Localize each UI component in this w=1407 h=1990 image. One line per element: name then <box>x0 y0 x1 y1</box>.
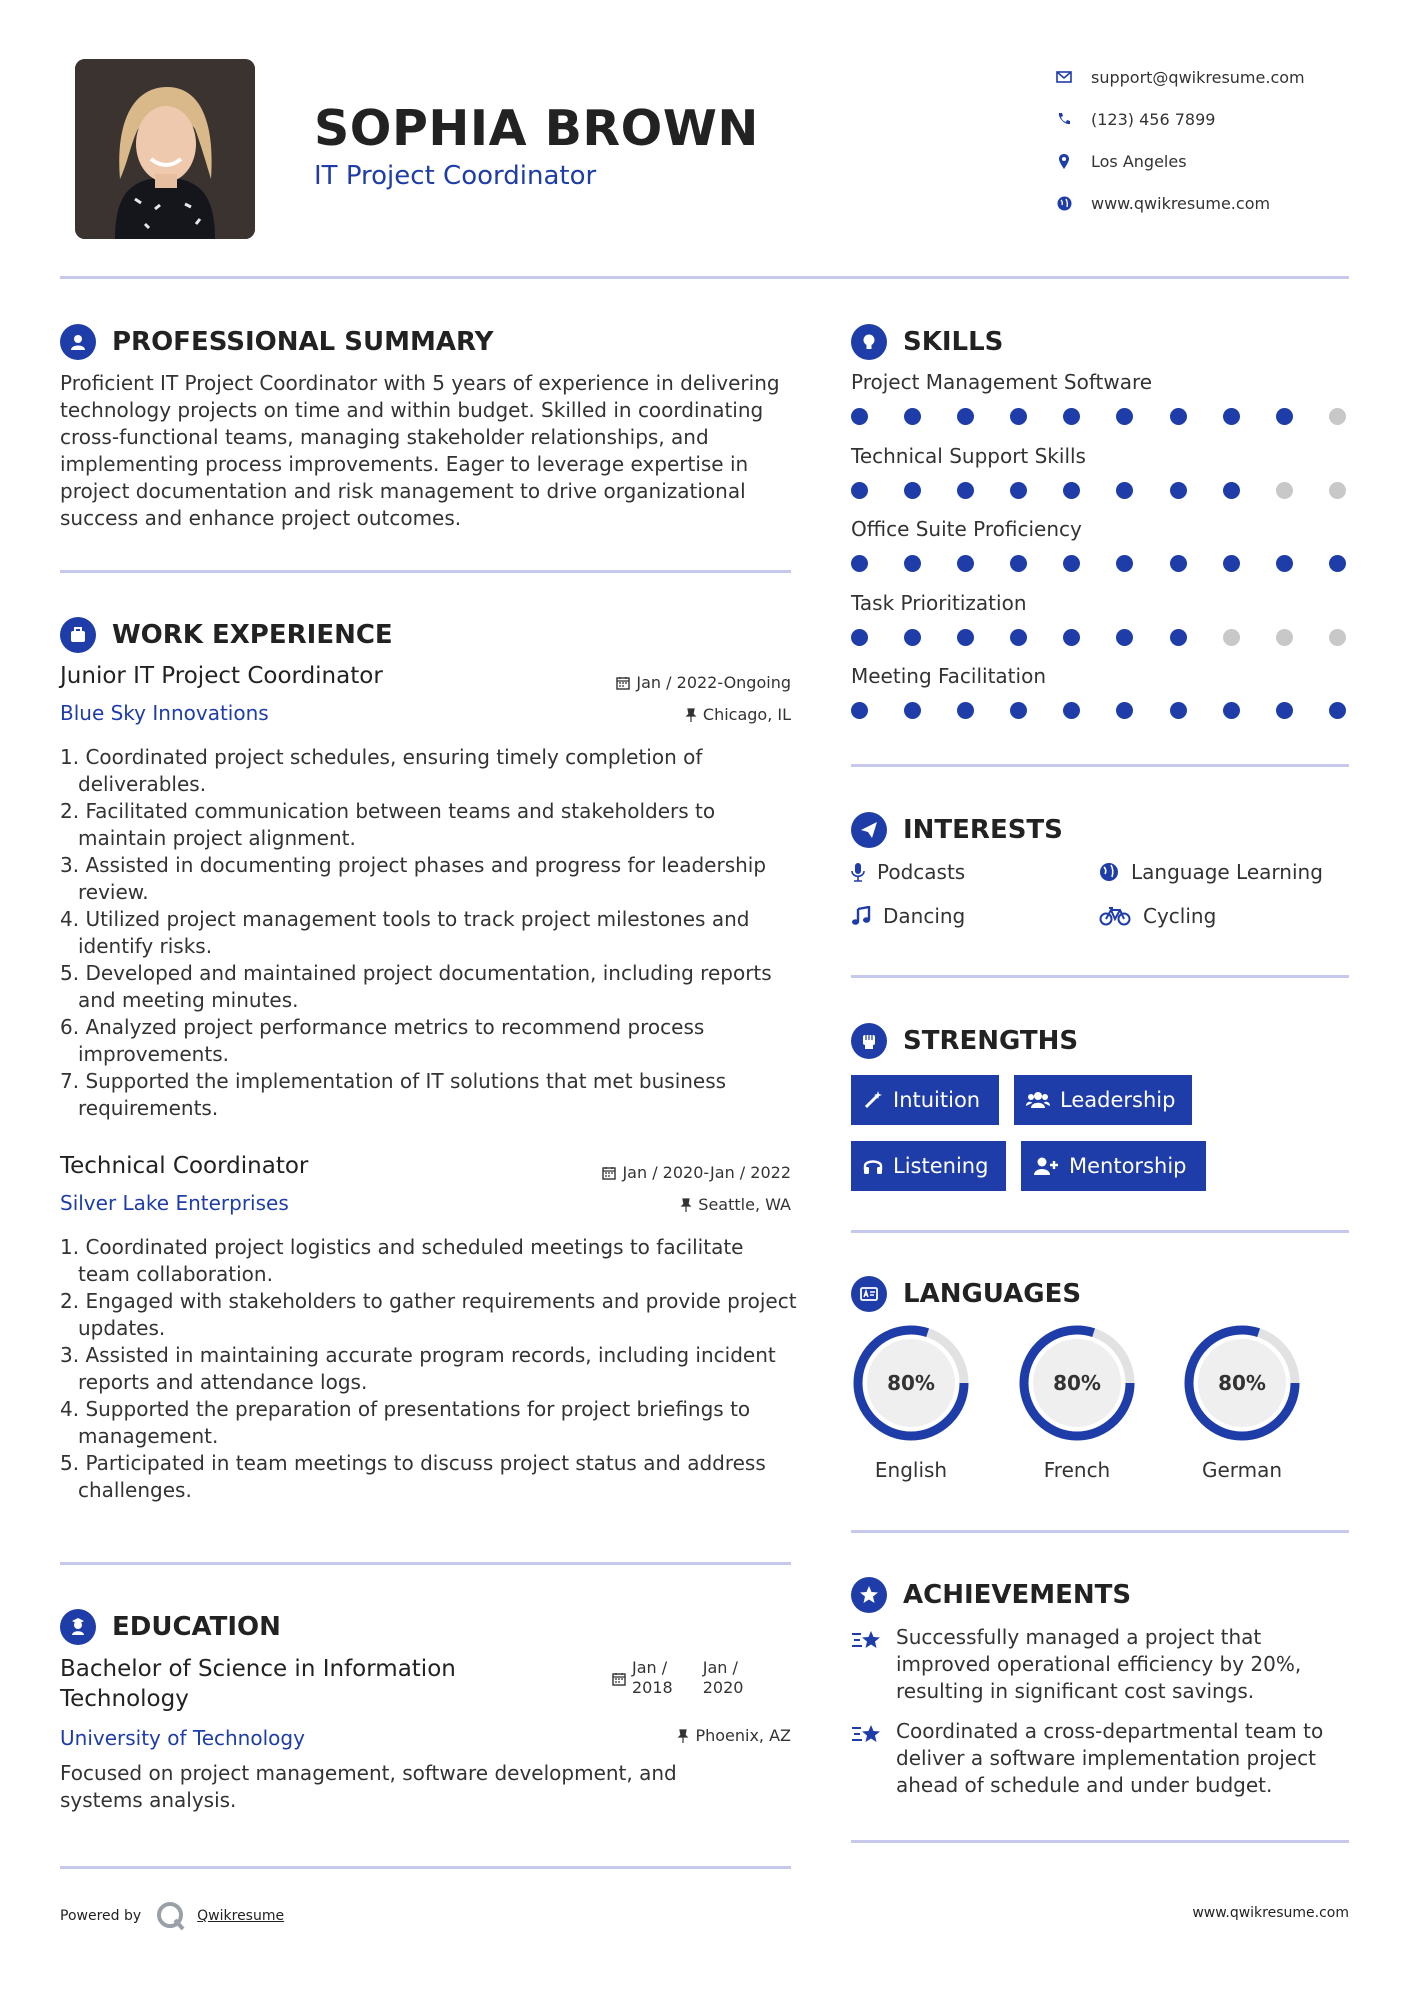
calendar-icon <box>616 676 630 690</box>
interest-language-learning <box>1099 860 1323 884</box>
job-2-responsibilities <box>60 1234 800 1504</box>
interest-dancing <box>851 904 965 928</box>
rating-dot-filled <box>904 482 921 499</box>
rating-dot-filled <box>957 702 974 719</box>
list-item: 1. Coordinated project logistics and scheduled meetings to facilitate team collaboration. <box>60 1235 744 1286</box>
skills-heading <box>851 324 1003 360</box>
education-end-year: 2020 <box>702 1678 744 1697</box>
rating-dot-filled <box>1063 482 1080 499</box>
job-role: IT Project Coordinator <box>314 161 597 191</box>
experience-title: WORK EXPERIENCE <box>112 620 393 650</box>
achievement-text: Coordinated a cross-departmental team to deliver a software implementation project ahead of schedule and under budget. <box>896 1719 1324 1797</box>
degree-line-2: Technology <box>60 1686 189 1712</box>
skill-rating <box>851 629 1382 646</box>
contact-email-text: support@qwikresume.com <box>1091 67 1305 87</box>
rating-dot-filled <box>1063 629 1080 646</box>
strengths-heading <box>851 1023 1078 1059</box>
rating-dot-filled <box>1329 702 1346 719</box>
job-1-company: Blue Sky Innovations <box>60 701 269 725</box>
rating-dot-filled <box>1116 408 1133 425</box>
education-title: EDUCATION <box>112 1612 281 1642</box>
rating-dot-empty <box>1329 408 1346 425</box>
language-percent: 80% <box>1218 1371 1266 1395</box>
strength-mentorship <box>1021 1141 1206 1191</box>
job-1-location-text: Chicago, IL <box>702 705 791 724</box>
footer-website[interactable]: www.qwikresume.com <box>1192 1905 1349 1921</box>
paper-plane-icon <box>851 812 887 848</box>
rating-dot-filled <box>1170 555 1187 572</box>
skills-title: SKILLS <box>903 327 1004 357</box>
rating-dot-filled <box>957 629 974 646</box>
strength-label: Listening <box>893 1154 989 1178</box>
rating-dot-filled <box>1223 555 1240 572</box>
map-pin-icon <box>1049 154 1079 169</box>
rating-dot-filled <box>1010 555 1027 572</box>
education-heading <box>60 1609 281 1645</box>
globe-icon <box>1049 196 1079 211</box>
contact-website-text: www.qwikresume.com <box>1091 193 1271 213</box>
interest-cycling <box>1099 904 1216 928</box>
language-proficiency-ring <box>850 1322 972 1444</box>
rating-dot-filled <box>1170 702 1187 719</box>
job-2-location <box>680 1195 791 1214</box>
rating-dot-filled <box>1223 408 1240 425</box>
skill-name: Task Prioritization <box>851 590 1027 615</box>
envelope-icon <box>1049 71 1079 83</box>
rating-dot-filled <box>1010 702 1027 719</box>
education-school: University of Technology <box>60 1726 305 1750</box>
pushpin-icon <box>677 1729 689 1743</box>
powered-by-text: Powered by <box>60 1908 142 1924</box>
list-item: 2. Engaged with stakeholders to gather requirements and provide project updates. <box>60 1289 797 1340</box>
rating-dot-filled <box>1329 555 1346 572</box>
rating-dot-filled <box>851 555 868 572</box>
footer-powered-by <box>60 1900 284 1932</box>
rating-dot-filled <box>1276 408 1293 425</box>
rating-dot-filled <box>1223 482 1240 499</box>
rating-dot-empty <box>1276 482 1293 499</box>
strength-label: Leadership <box>1060 1088 1176 1112</box>
contact-location-text: Los Angeles <box>1091 151 1187 171</box>
languages-divider <box>851 1530 1349 1533</box>
summary-divider <box>60 570 791 573</box>
languages-title: LANGUAGES <box>903 1279 1082 1309</box>
education-location <box>677 1726 791 1745</box>
rating-dot-filled <box>1116 629 1133 646</box>
rating-dot-filled <box>904 629 921 646</box>
contact-list <box>1049 56 1305 224</box>
education-start-month: Jan / <box>632 1658 668 1677</box>
job-2-title: Technical Coordinator <box>60 1153 309 1179</box>
contact-phone[interactable] <box>1049 98 1305 140</box>
list-item: 4. Supported the preparation of presentations for project briefings to management. <box>60 1397 751 1448</box>
skill-name: Project Management Software <box>851 370 1153 394</box>
interest-label: Dancing <box>883 904 966 928</box>
languages-heading <box>851 1276 1081 1312</box>
skill-name: Meeting Facilitation <box>851 664 1046 688</box>
rating-dot-filled <box>851 629 868 646</box>
job-2-location-text: Seattle, WA <box>698 1195 791 1214</box>
education-location-text: Phoenix, AZ <box>695 1726 791 1745</box>
job-1-title: Junior IT Project Coordinator <box>60 663 383 689</box>
rating-dot-filled <box>1010 482 1027 499</box>
job-2-dates-text: Jan / 2020-Jan / 2022 <box>622 1163 791 1182</box>
language-name: French <box>1043 1458 1111 1482</box>
summary-text: Proficient IT Project Coordinator with 5 years of experience in delivering technology projects on time and within budget. Skilled in coordinating cross-functional teams, managing stakeholder relationships, and implementing process improvements. Eager to leverage expertise in project documentation and risk management to drive organizational success and enhance project outcomes. <box>60 371 780 530</box>
rating-dot-empty <box>1276 629 1293 646</box>
interest-label: Podcasts <box>877 860 966 884</box>
rating-dot-empty <box>1329 629 1346 646</box>
achievements-title: ACHIEVEMENTS <box>903 1580 1132 1610</box>
education-divider <box>60 1866 791 1869</box>
strength-intuition <box>851 1075 999 1125</box>
summary-title: PROFESSIONAL SUMMARY <box>112 327 494 357</box>
rating-dot-filled <box>957 555 974 572</box>
interest-label: Cycling <box>1143 904 1217 928</box>
user-icon <box>60 324 96 360</box>
rating-dot-filled <box>1010 408 1027 425</box>
list-item: 5. Developed and maintained project documentation, including reports and meeting minutes. <box>60 961 772 1012</box>
rating-dot-filled <box>1063 555 1080 572</box>
achievements-heading <box>851 1577 1131 1613</box>
strength-label: Mentorship <box>1069 1154 1187 1178</box>
achievement-text: Successfully managed a project that improved operational efficiency by 20%, resulting in significant cost savings. <box>896 1625 1302 1703</box>
contact-phone-text: (123) 456 7899 <box>1091 109 1216 129</box>
rating-dot-filled <box>904 702 921 719</box>
list-item: 3. Assisted in documenting project phases and progress for leadership review. <box>60 853 767 904</box>
interest-podcasts <box>851 860 965 884</box>
user-plus-icon <box>1033 1156 1059 1176</box>
contact-website[interactable] <box>1049 182 1305 224</box>
rating-dot-filled <box>1010 629 1027 646</box>
achievement-item <box>851 1718 1351 1799</box>
job-2-company: Silver Lake Enterprises <box>60 1191 289 1215</box>
bicycle-icon <box>1099 906 1131 926</box>
skills-divider <box>851 764 1349 767</box>
fist-icon <box>851 1023 887 1059</box>
list-item: 4. Utilized project management tools to track project milestones and identify risks. <box>60 907 750 958</box>
skill-rating <box>851 555 1382 572</box>
education-dates <box>612 1658 743 1698</box>
candidate-name: SOPHIA BROWN <box>314 100 759 157</box>
list-item: 5. Participated in team meetings to discuss project status and address challenges. <box>60 1451 766 1502</box>
brand-link[interactable]: Qwikresume <box>197 1908 285 1924</box>
education-start-year: 2018 <box>632 1678 673 1697</box>
headphones-icon <box>863 1156 883 1176</box>
list-item: 6. Analyzed project performance metrics to recommend process improvements. <box>60 1015 705 1066</box>
shooting-star-icon <box>851 1718 896 1799</box>
skill-rating <box>851 482 1382 499</box>
interests-heading <box>851 812 1063 848</box>
language-percent: 80% <box>1053 1371 1101 1395</box>
contact-email[interactable] <box>1049 56 1305 98</box>
language-card-icon <box>851 1276 887 1312</box>
music-note-icon <box>851 906 871 926</box>
interests-divider <box>851 975 1349 978</box>
rating-dot-empty <box>1329 482 1346 499</box>
skill-name: Technical Support Skills <box>851 443 1086 468</box>
education-description: Focused on project management, software development, and systems analysis. <box>60 1761 677 1812</box>
profile-photo <box>75 59 255 239</box>
skill-name: Office Suite Proficiency <box>851 517 1082 541</box>
education-end-month: Jan / <box>702 1658 738 1677</box>
rating-dot-filled <box>957 408 974 425</box>
job-1-responsibilities <box>60 744 790 1122</box>
strengths-divider <box>851 1230 1349 1233</box>
strengths-title: STRENGTHS <box>903 1026 1079 1056</box>
strength-listening <box>851 1141 1006 1191</box>
job-2-dates <box>602 1163 791 1182</box>
language-name: English <box>874 1458 948 1482</box>
interest-label: Language Learning <box>1131 860 1323 884</box>
header-divider <box>60 276 1349 279</box>
language-item <box>850 1322 972 1482</box>
rating-dot-filled <box>957 482 974 499</box>
achievement-item <box>851 1624 1351 1705</box>
rating-dot-filled <box>904 408 921 425</box>
language-name: German <box>1201 1458 1283 1482</box>
rating-dot-filled <box>1116 482 1133 499</box>
graduate-icon <box>60 1609 96 1645</box>
pushpin-icon <box>685 708 697 722</box>
experience-heading <box>60 617 393 653</box>
strength-leadership <box>1014 1075 1192 1125</box>
globe-icon <box>1099 862 1119 882</box>
pushpin-icon <box>680 1198 692 1212</box>
list-item: 3. Assisted in maintaining accurate program records, including incident reports and attendance logs. <box>60 1343 776 1394</box>
rating-dot-empty <box>1223 629 1240 646</box>
strength-label: Intuition <box>893 1088 981 1112</box>
language-item <box>1181 1322 1303 1482</box>
rating-dot-filled <box>1170 629 1187 646</box>
qwikresume-logo-icon <box>155 1900 187 1932</box>
lightbulb-icon <box>851 324 887 360</box>
rating-dot-filled <box>851 702 868 719</box>
job-1-location <box>685 705 791 724</box>
rating-dot-filled <box>1170 482 1187 499</box>
rating-dot-filled <box>851 482 868 499</box>
list-item: 7. Supported the implementation of IT solutions that met business requirements. <box>60 1069 727 1120</box>
experience-divider <box>60 1562 791 1565</box>
list-item: 1. Coordinated project schedules, ensuring timely completion of deliverables. <box>60 745 703 796</box>
users-icon <box>1026 1090 1050 1110</box>
calendar-icon <box>602 1166 616 1180</box>
skill-rating <box>851 702 1382 719</box>
award-star-icon <box>851 1577 887 1613</box>
language-percent: 80% <box>887 1371 935 1395</box>
rating-dot-filled <box>1116 702 1133 719</box>
microphone-icon <box>851 862 865 882</box>
rating-dot-filled <box>904 555 921 572</box>
magic-wand-icon <box>863 1090 883 1110</box>
degree-line-1: Bachelor of Science in Information <box>60 1656 456 1682</box>
job-1-dates-text: Jan / 2022-Ongoing <box>636 673 791 692</box>
rating-dot-filled <box>1063 702 1080 719</box>
rating-dot-filled <box>1170 408 1187 425</box>
phone-icon <box>1049 112 1079 126</box>
summary-heading <box>60 324 493 360</box>
rating-dot-filled <box>851 408 868 425</box>
list-item: 2. Facilitated communication between teams and stakeholders to maintain project alignment. <box>60 799 716 850</box>
briefcase-icon <box>60 617 96 653</box>
language-proficiency-ring <box>1016 1322 1138 1444</box>
rating-dot-filled <box>1116 555 1133 572</box>
contact-location <box>1049 140 1305 182</box>
rating-dot-filled <box>1276 702 1293 719</box>
achievements-divider <box>851 1840 1349 1843</box>
job-1-dates <box>616 673 791 692</box>
language-proficiency-ring <box>1181 1322 1303 1444</box>
skill-rating <box>851 408 1382 425</box>
rating-dot-filled <box>1063 408 1080 425</box>
rating-dot-filled <box>1223 702 1240 719</box>
shooting-star-icon <box>851 1624 896 1705</box>
rating-dot-filled <box>1276 555 1293 572</box>
language-item <box>1016 1322 1138 1482</box>
interests-title: INTERESTS <box>903 815 1063 845</box>
portrait-image <box>75 59 255 239</box>
calendar-icon <box>612 1672 626 1686</box>
